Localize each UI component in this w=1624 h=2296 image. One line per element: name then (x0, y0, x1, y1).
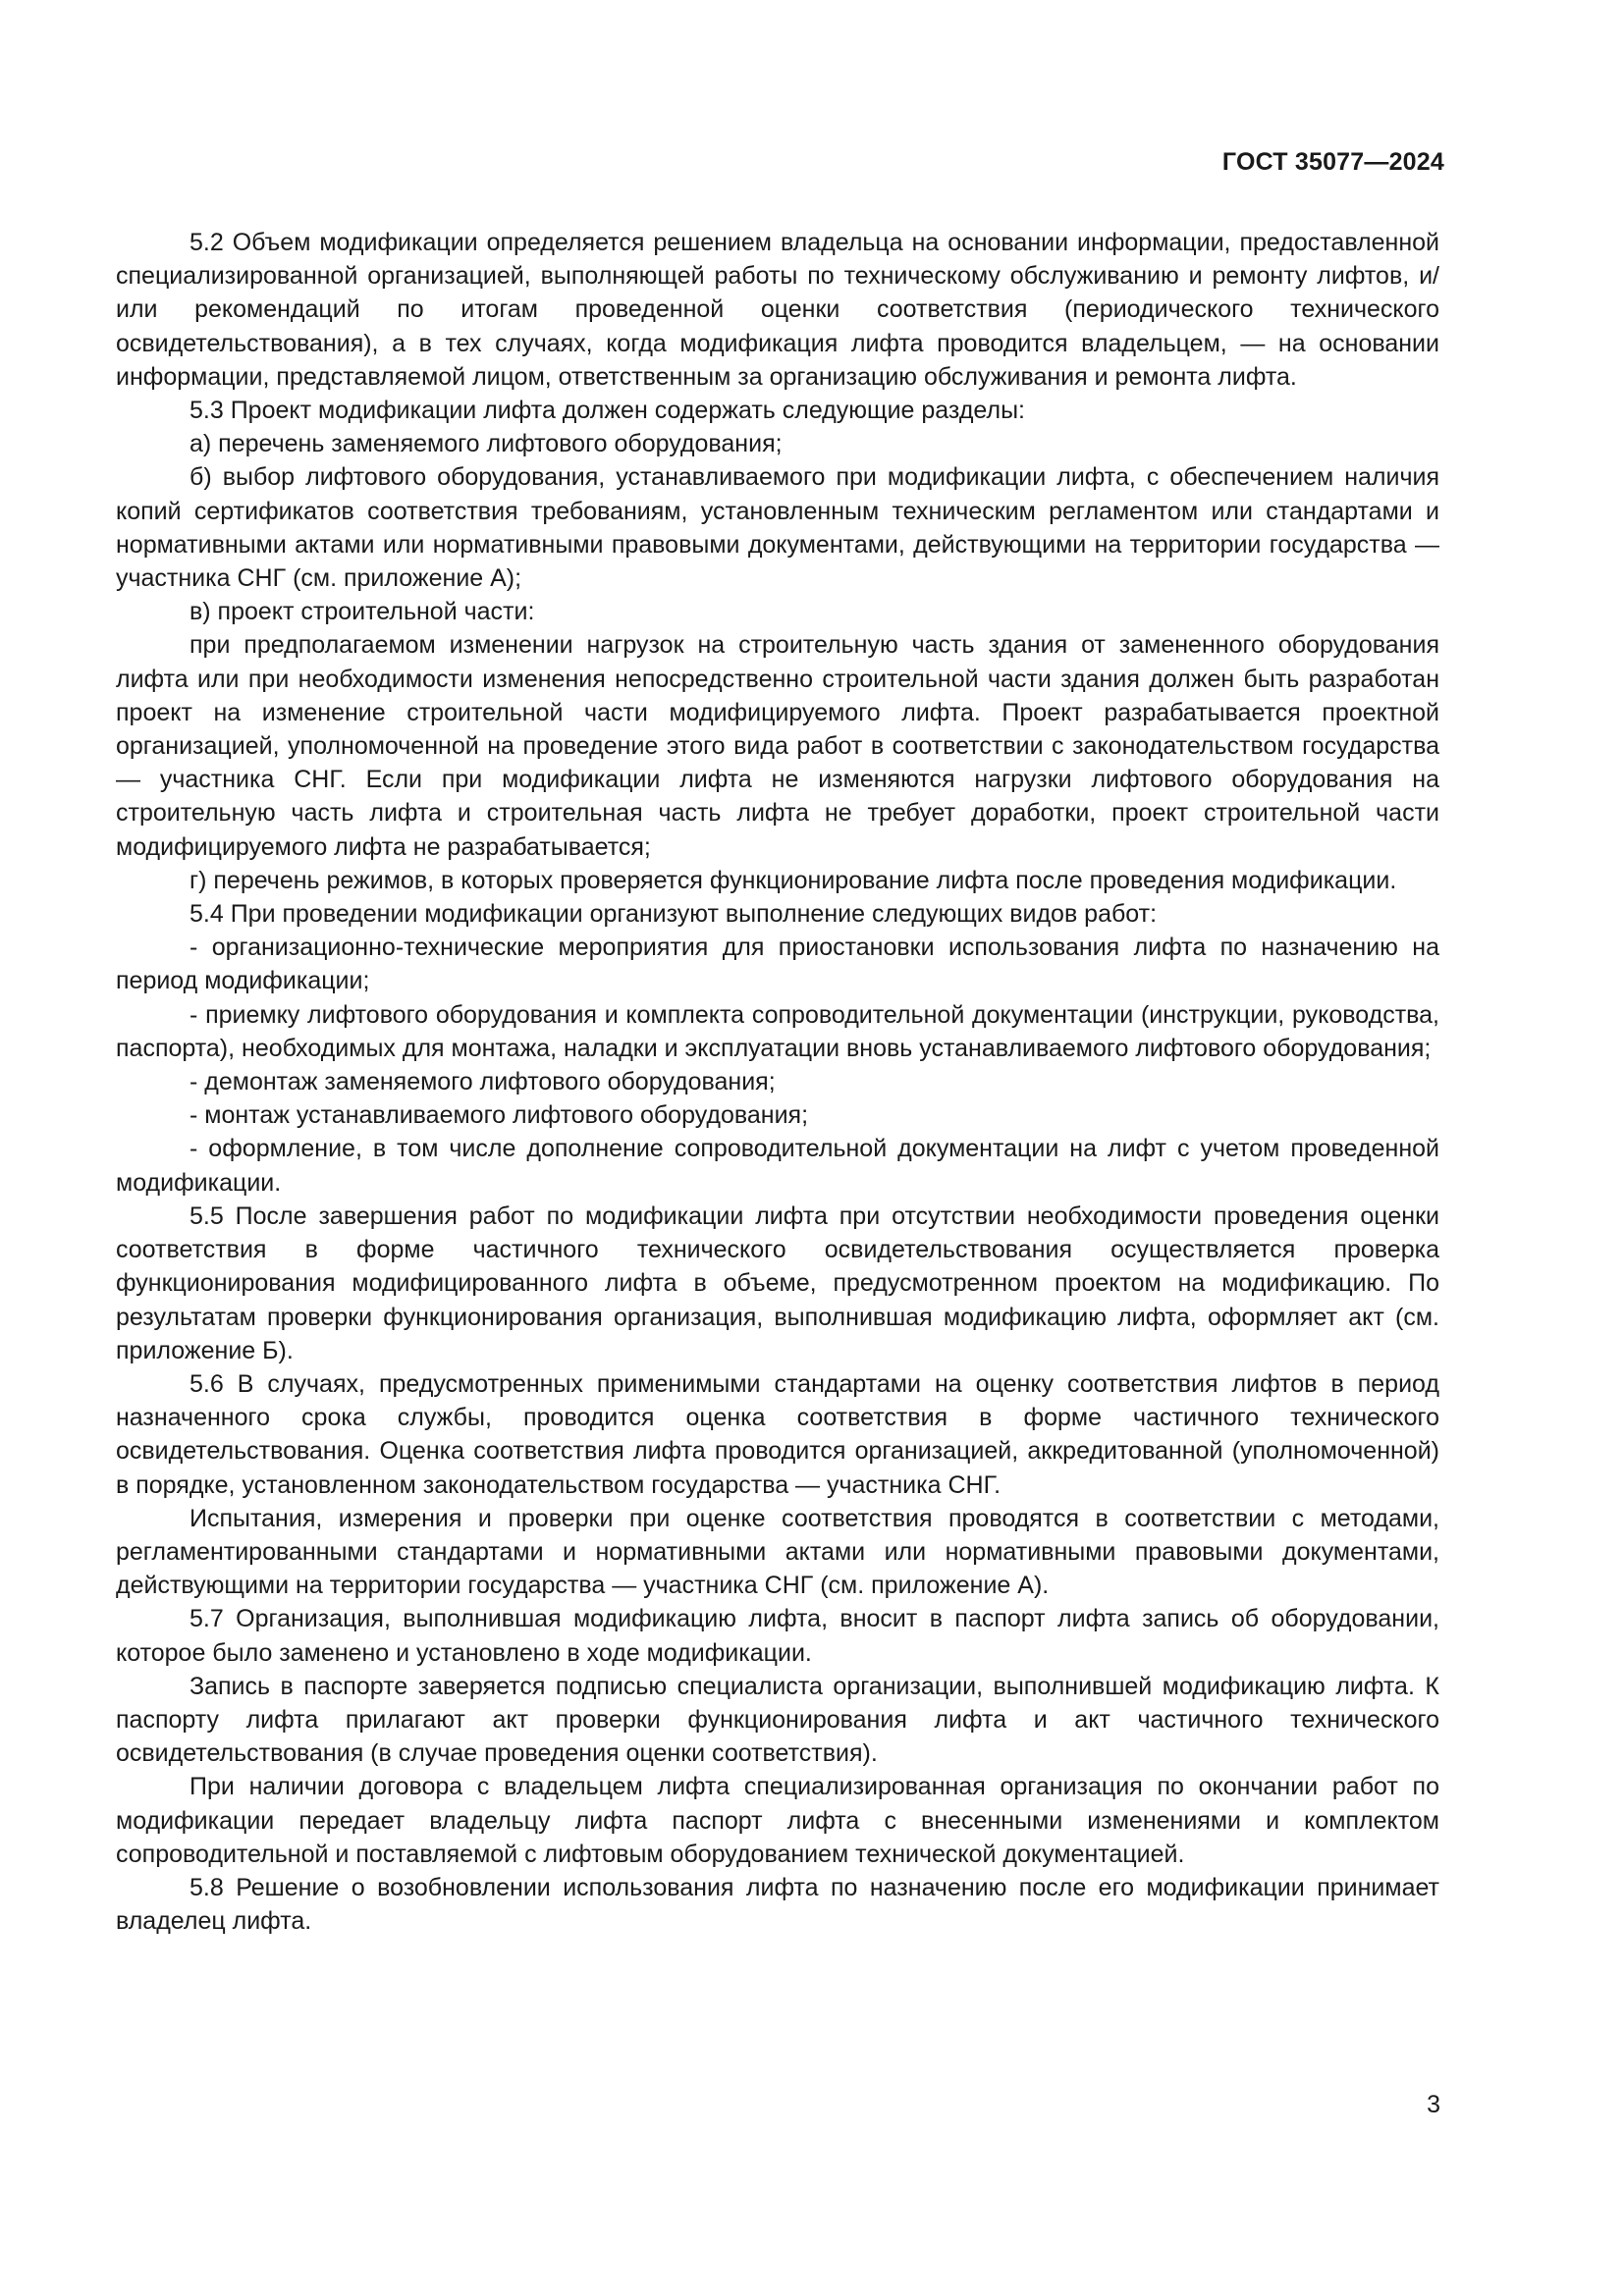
document-body (116, 226, 1439, 1938)
paragraph-construction-part: при предполагаемом изменении нагрузок на строительную часть здания от замененного оборудования лифта или при необходимости изменения непосредственно строительной части здания должен быть разработан проект на изменение строительной части модифицируемого лифта. Проект разрабатывается проектной организацией, уполномоченной на проведение этого вида работ в соответствии с законодательством государства — участника СНГ. Если при модификации лифта не изменяются нагрузки лифтового оборудования на строительную часть лифта и строительная часть лифта не требует доработки, проект строительной части модифицируемого лифта не разрабатывается; (116, 631, 1439, 861)
list-item-a: а) перечень заменяемого лифтового оборудования; (189, 430, 783, 458)
paragraph-passport-record: Запись в паспорте заверяется подписью специалиста организации, выполнившей модификацию лифта. К паспорту лифта прилагают акт проверки функционирования лифта и акт частичного технического освидетельствования (в случае проведения оценки соответствия). (116, 1672, 1439, 1768)
paragraph-5-8: 5.8 Решение о возобновлении использования лифта по назначению после его модификации принимает владелец лифта. (116, 1873, 1439, 1936)
paragraph-5-4: 5.4 При проведении модификации организуют выполнение следующих видов работ: (189, 900, 1158, 929)
paragraph-tests: Испытания, измерения и проверки при оценке соответствия проводятся в соответствии с методами, регламентированными стандартами и нормативными актами или нормативными правовыми документами, действующими на территории государства — участника СНГ (см. приложение А). (116, 1504, 1439, 1600)
list-item-b: б) выбор лифтового оборудования, устанавливаемого при модификации лифта, с обеспечением наличия копий сертификатов соответствия требованиям, установленным техническим регламентом или стандартами и нормативными актами или нормативными правовыми документами, действующими на территории государства — участника СНГ (см. приложение А); (116, 463, 1439, 593)
paragraph-5-6: 5.6 В случаях, предусмотренных применимыми стандартами на оценку соответствия лифтов в период назначенного срока службы, проводится оценка соответствия в форме частичного технического освидетельствования. Оценка соответствия лифта проводится организацией, аккредитованной (уполномоченной) в порядке, установленном законодательством государства — участника СНГ. (116, 1369, 1439, 1499)
bullet-item: - демонтаж заменяемого лифтового оборудования; (189, 1068, 776, 1096)
bullet-item: - монтаж устанавливаемого лифтового оборудования; (189, 1101, 809, 1130)
page-number: 3 (1427, 2091, 1440, 2118)
paragraph-5-5: 5.5 После завершения работ по модификации лифта при отсутствии необходимости проведения оценки соответствия в форме частичного технического освидетельствования осуществляется проверка функционирования модифицированного лифта в объеме, предусмотренном проектом на модификацию. По результатам проверки функционирования организация, выполнившая модификацию лифта, оформляет акт (см. приложение Б). (116, 1201, 1439, 1364)
bullet-item: - приемку лифтового оборудования и комплекта сопроводительной документации (инструкции, руководства, паспорта), необходимых для монтажа, наладки и эксплуатации вновь устанавливаемого лифтового оборудования; (116, 1000, 1439, 1062)
paragraph-5-3: 5.3 Проект модификации лифта должен содержать следующие разделы: (189, 397, 1026, 425)
bullet-item: - оформление, в том числе дополнение сопроводительной документации на лифт с учетом проведенной модификации. (116, 1135, 1439, 1197)
paragraph-5-7: 5.7 Организация, выполнившая модификацию лифта, вносит в паспорт лифта запись об оборудовании, которое было заменено и установлено в ходе модификации. (116, 1605, 1439, 1667)
list-item-v: в) проект строительной части: (189, 598, 535, 626)
list-item-g: г) перечень режимов, в которых проверяется функционирование лифта после проведения модификации. (189, 866, 1397, 894)
paragraph-contract: При наличии договора с владельцем лифта специализированная организация по окончании работ по модификации передает владельцу лифта паспорт лифта с внесенными изменениями и комплектом сопроводительной и поставляемой с лифтовым оборудованием технической документацией. (116, 1773, 1439, 1868)
bullet-item: - организационно-технические мероприятия для приостановки использования лифта по назначению на период модификации; (116, 934, 1439, 995)
document-code-header: ГОСТ 35077—2024 (1221, 148, 1444, 176)
paragraph-5-2: 5.2 Объем модификации определяется решением владельца на основании информации, предоставленной специализированной организацией, выполняющей работы по техническому обслуживанию и ремонту лифтов, и/или рекомендаций по итогам проведенной оценки соответствия (периодического технического освидетельствования), а в тех случаях, когда модификация лифта проводится владельцем, — на основании информации, представляемой лицом, ответственным за организацию обслуживания и ремонта лифта. (116, 229, 1439, 391)
